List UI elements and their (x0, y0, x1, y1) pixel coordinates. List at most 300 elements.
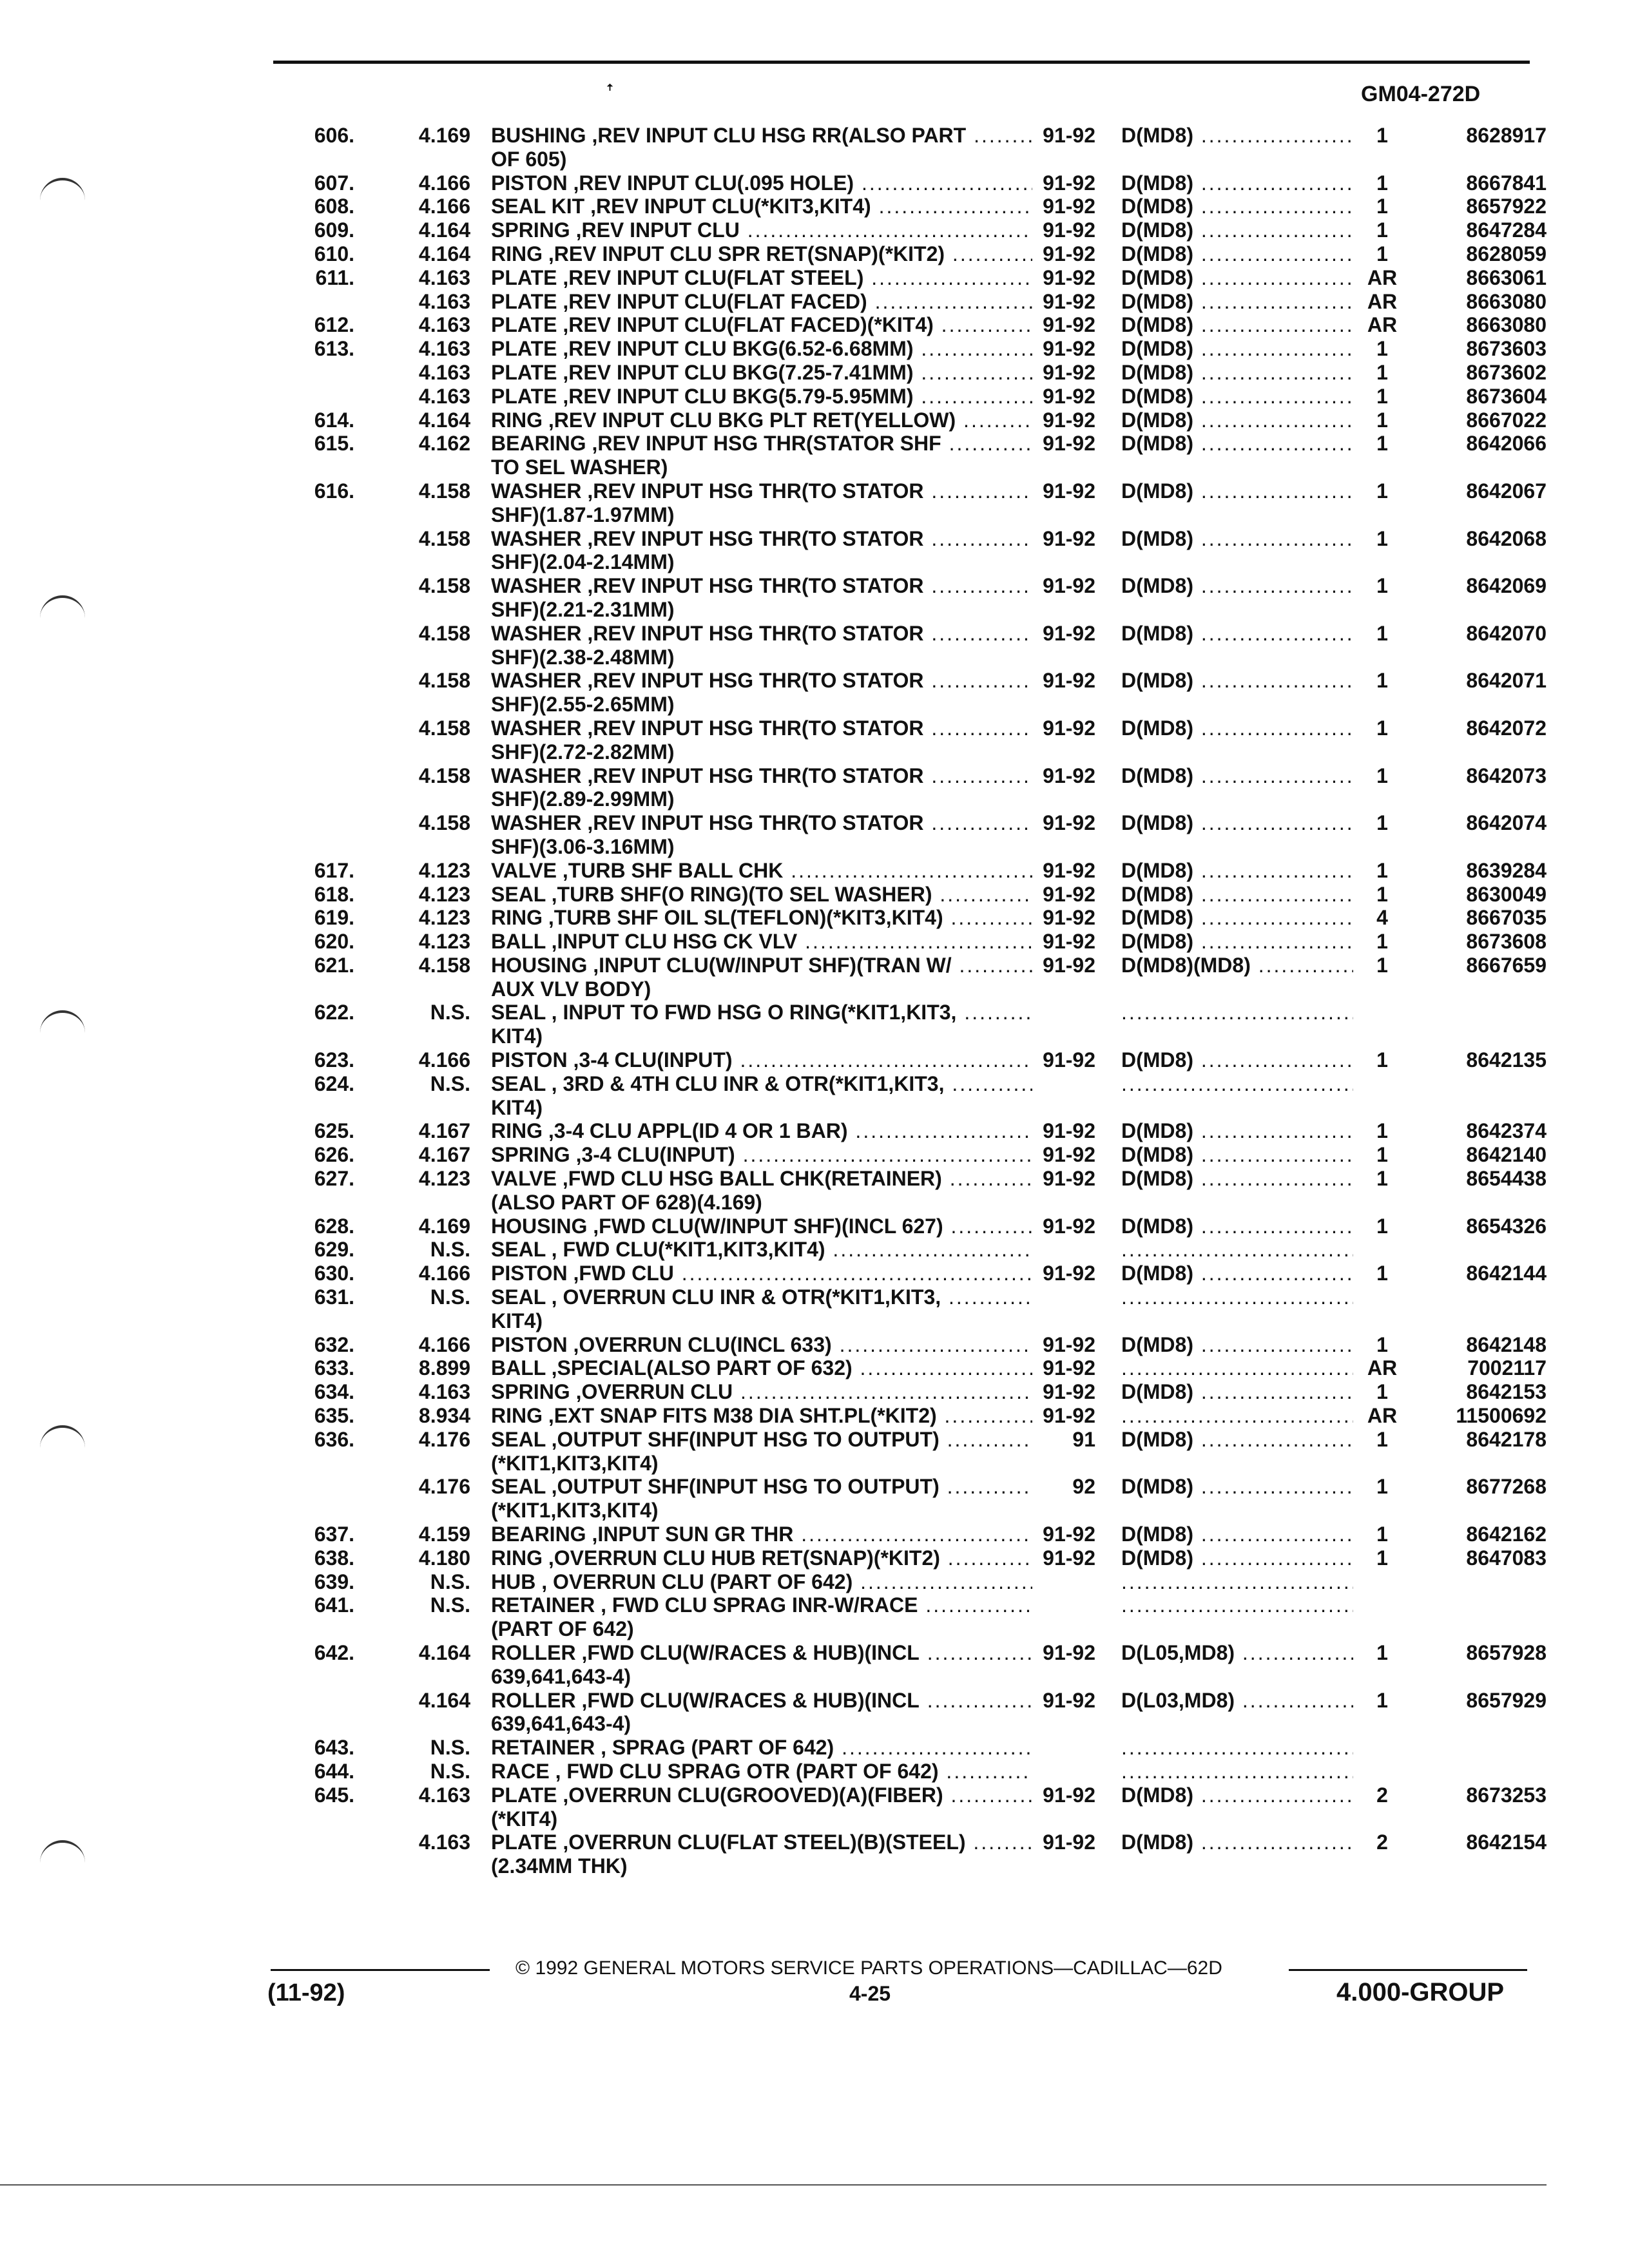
table-row (284, 1119, 1547, 1143)
top-rule (273, 61, 1530, 64)
part-description: SEAL ,OUTPUT SHF(INPUT HSG TO OUTPUT) ..... (491, 1475, 1032, 1499)
part-number: 8642148 (1466, 1332, 1547, 1356)
group-number: 4.163 (418, 384, 470, 408)
part-number: 8667841 (1466, 171, 1547, 195)
item-number: 609. (314, 218, 354, 242)
quantity: 1 (1376, 1262, 1388, 1285)
application-code: D(MD8) ..... (1121, 385, 1353, 408)
item-number: 634. (314, 1380, 354, 1404)
quantity: 4 (1376, 906, 1388, 930)
quantity: 1 (1376, 408, 1388, 432)
table-row (284, 787, 1547, 811)
part-number: 8673603 (1466, 337, 1547, 361)
group-number: 4.176 (418, 1475, 470, 1499)
quantity: 1 (1376, 1380, 1388, 1404)
binder-mark (40, 178, 85, 209)
part-number: 8673604 (1466, 384, 1547, 408)
model-year: 91-92 (1043, 1688, 1095, 1712)
binder-mark (40, 1425, 85, 1456)
item-number: 626. (314, 1143, 354, 1167)
group-number: 4.163 (418, 1380, 470, 1404)
part-number: 8647284 (1466, 218, 1547, 242)
table-row (284, 218, 1547, 242)
table-row (284, 361, 1547, 385)
model-year: 92 (1072, 1475, 1095, 1499)
table-row (284, 432, 1547, 456)
item-number: 641. (314, 1593, 354, 1617)
model-year: 91-92 (1043, 1214, 1095, 1238)
table-row (284, 1523, 1547, 1546)
group-number: 4.180 (418, 1546, 470, 1570)
item-number: 635. (314, 1404, 354, 1428)
quantity: 1 (1376, 432, 1388, 456)
part-description: (*KIT4) (491, 1807, 558, 1831)
quantity: 1 (1376, 1119, 1388, 1143)
group-number: 4.158 (418, 621, 470, 645)
part-number: 8642154 (1466, 1831, 1547, 1854)
group-number: N.S. (430, 1238, 470, 1262)
table-row (284, 930, 1547, 954)
item-number: 610. (314, 242, 354, 265)
quantity: 2 (1376, 1783, 1388, 1807)
bottom-rule (0, 2184, 1547, 2186)
part-number: 8642067 (1466, 479, 1547, 503)
model-year: 91-92 (1043, 906, 1095, 930)
table-row (284, 1783, 1547, 1807)
application-code: D(MD8) ..... (1121, 859, 1353, 883)
header-tick-mark: ꜛ (606, 84, 614, 103)
item-number: 615. (314, 432, 354, 456)
table-row (284, 1262, 1547, 1285)
application-code (1121, 1285, 1353, 1309)
model-year: 91-92 (1043, 265, 1095, 289)
part-description: WASHER ,REV INPUT HSG THR(TO STATOR ..... (491, 811, 1032, 835)
group-number: 4.123 (418, 858, 470, 882)
part-description: WASHER ,REV INPUT HSG THR(TO STATOR ..... (491, 622, 1032, 646)
part-number: 8642073 (1466, 764, 1547, 787)
part-description: RING ,REV INPUT CLU SPR RET(SNAP)(*KIT2) ..... (491, 242, 1032, 266)
table-row (284, 1380, 1547, 1404)
table-row (284, 764, 1547, 788)
application-code: D(MD8) ..... (1121, 313, 1353, 337)
part-description: KIT4) (491, 1309, 543, 1332)
table-row (284, 1831, 1547, 1854)
model-year: 91-92 (1043, 669, 1095, 693)
application-code: D(MD8) ..... (1121, 574, 1353, 598)
application-code (1121, 1238, 1353, 1262)
group-number: 4.123 (418, 930, 470, 954)
group-number: 4.169 (418, 1214, 470, 1238)
application-code: D(MD8) ..... (1121, 1333, 1353, 1357)
model-year: 91-92 (1043, 716, 1095, 740)
table-row (284, 456, 1547, 479)
part-description: RING ,REV INPUT CLU BKG PLT RET(YELLOW) ..... (491, 408, 1032, 432)
group-number: 4.163 (418, 265, 470, 289)
quantity: AR (1367, 1404, 1398, 1428)
table-row (284, 1570, 1547, 1594)
application-code: D(MD8) ..... (1121, 290, 1353, 314)
application-code: D(MD8) ..... (1121, 1380, 1353, 1404)
table-row (284, 1167, 1547, 1191)
group-number: 4.163 (418, 313, 470, 337)
item-number: 637. (314, 1523, 354, 1546)
model-year: 91-92 (1043, 526, 1095, 550)
application-code: D(MD8) ..... (1121, 716, 1353, 740)
application-code: D(MD8) ..... (1121, 361, 1353, 385)
part-description: RETAINER , SPRAG (PART OF 642) ..... (491, 1736, 1032, 1760)
application-code (1121, 1760, 1353, 1783)
model-year: 91-92 (1043, 479, 1095, 503)
application-code: D(MD8) ..... (1121, 171, 1353, 195)
table-row (284, 1807, 1547, 1831)
binder-mark (40, 1840, 85, 1871)
part-description: RING ,EXT SNAP FITS M38 DIA SHT.PL(*KIT2) ..... (491, 1404, 1032, 1428)
quantity: 1 (1376, 882, 1388, 906)
part-description: SHF)(2.72-2.82MM) (491, 740, 675, 764)
item-number: 623. (314, 1048, 354, 1072)
application-code: D(MD8) ..... (1121, 266, 1353, 290)
part-number: 11500692 (1456, 1404, 1547, 1428)
table-row (284, 598, 1547, 622)
part-number: 8639284 (1466, 858, 1547, 882)
group-number: 4.167 (418, 1119, 470, 1143)
group-number: N.S. (430, 1285, 470, 1309)
application-code: D(MD8) ..... (1121, 883, 1353, 907)
item-number: 638. (314, 1546, 354, 1570)
part-number: 8663061 (1466, 265, 1547, 289)
binder-mark (40, 595, 85, 626)
part-number: 8642068 (1466, 526, 1547, 550)
model-year: 91-92 (1043, 1167, 1095, 1191)
quantity: AR (1367, 289, 1398, 313)
part-description: SHF)(2.21-2.31MM) (491, 597, 675, 621)
part-number: 8654438 (1466, 1167, 1547, 1191)
quantity: 1 (1376, 171, 1388, 195)
model-year: 91-92 (1043, 882, 1095, 906)
application-code (1121, 1404, 1353, 1428)
application-code: D(MD8) ..... (1121, 218, 1353, 242)
application-code: D(MD8) ..... (1121, 124, 1353, 148)
application-code: D(MD8) ..... (1121, 1831, 1353, 1854)
part-description: PLATE ,REV INPUT CLU BKG(7.25-7.41MM) ..... (491, 361, 1032, 385)
part-description: WASHER ,REV INPUT HSG THR(TO STATOR ..... (491, 669, 1032, 693)
table-row (284, 906, 1547, 930)
part-number: 8673253 (1466, 1783, 1547, 1807)
table-row (284, 1689, 1547, 1713)
part-number: 8642072 (1466, 716, 1547, 740)
application-code: D(MD8) ..... (1121, 432, 1353, 456)
part-description: PLATE ,REV INPUT CLU BKG(6.52-6.68MM) ..... (491, 337, 1032, 361)
quantity: 1 (1376, 764, 1388, 787)
quantity: 1 (1376, 1332, 1388, 1356)
table-row (284, 1452, 1547, 1475)
group-number: 4.158 (418, 479, 470, 503)
table-row (284, 1333, 1547, 1357)
model-year: 91 (1072, 1427, 1095, 1451)
quantity: 1 (1376, 479, 1388, 503)
part-description: SHF)(2.89-2.99MM) (491, 787, 675, 811)
model-year: 91-92 (1043, 313, 1095, 337)
part-description: (*KIT1,KIT3,KIT4) (491, 1499, 659, 1523)
model-year: 91-92 (1043, 384, 1095, 408)
table-row (284, 622, 1547, 646)
table-row (284, 1499, 1547, 1523)
group-number: N.S. (430, 1736, 470, 1760)
group-number: 4.163 (418, 1831, 470, 1854)
group-number: N.S. (430, 1759, 470, 1783)
part-description: RING ,3-4 CLU APPL(ID 4 OR 1 BAR) ..... (491, 1119, 1032, 1143)
table-row (284, 479, 1547, 503)
part-number: 8630049 (1466, 882, 1547, 906)
part-description: BUSHING ,REV INPUT CLU HSG RR(ALSO PART ..... (491, 124, 1032, 148)
part-description: WASHER ,REV INPUT HSG THR(TO STATOR ..... (491, 574, 1032, 598)
part-description: 639,641,643-4) (491, 1664, 631, 1688)
table-row (284, 1475, 1547, 1499)
footer-date: (11-92) (267, 1979, 345, 2006)
model-year: 91-92 (1043, 1546, 1095, 1570)
table-row (284, 1760, 1547, 1783)
table-row (284, 1238, 1547, 1262)
application-code: D(MD8) ..... (1121, 408, 1353, 432)
part-description: SPRING ,OVERRUN CLU ..... (491, 1380, 1032, 1404)
application-code: D(MD8) ..... (1121, 1546, 1353, 1570)
group-number: 4.164 (418, 218, 470, 242)
part-description: PLATE ,REV INPUT CLU(FLAT FACED) ..... (491, 290, 1032, 314)
table-row (284, 740, 1547, 764)
group-number: 8.899 (418, 1356, 470, 1380)
quantity: 1 (1376, 195, 1388, 218)
model-year: 91-92 (1043, 1048, 1095, 1072)
group-number: 4.158 (418, 764, 470, 787)
table-row (284, 1854, 1547, 1878)
part-number: 8628917 (1466, 124, 1547, 147)
part-number: 8677268 (1466, 1475, 1547, 1499)
application-code (1121, 1001, 1353, 1024)
group-number: 4.163 (418, 289, 470, 313)
quantity: 1 (1376, 621, 1388, 645)
parts-table (284, 124, 1547, 1878)
part-number: 8663080 (1466, 289, 1547, 313)
group-number: 4.164 (418, 408, 470, 432)
model-year: 91-92 (1043, 764, 1095, 787)
part-number: 8642135 (1466, 1048, 1547, 1072)
table-row (284, 1024, 1547, 1048)
group-number: 4.158 (418, 669, 470, 693)
quantity: 1 (1376, 1688, 1388, 1712)
part-description: 639,641,643-4) (491, 1712, 631, 1736)
group-number: 4.123 (418, 906, 470, 930)
application-code: D(MD8)(MD8) ..... (1121, 954, 1353, 977)
group-number: N.S. (430, 1001, 470, 1024)
part-number: 8654326 (1466, 1214, 1547, 1238)
application-code: D(MD8) ..... (1121, 1783, 1353, 1807)
application-code (1121, 1570, 1353, 1594)
part-number: 8628059 (1466, 242, 1547, 265)
table-row (284, 1356, 1547, 1380)
application-code: D(MD8) ..... (1121, 1475, 1353, 1499)
part-number: 8642162 (1466, 1523, 1547, 1546)
application-code (1121, 1736, 1353, 1760)
application-code: D(MD8) ..... (1121, 337, 1353, 361)
part-description: HOUSING ,FWD CLU(W/INPUT SHF)(INCL 627) ..... (491, 1215, 1032, 1238)
table-row (284, 977, 1547, 1001)
table-row (284, 337, 1547, 361)
model-year: 91-92 (1043, 621, 1095, 645)
table-row (284, 1096, 1547, 1120)
quantity: AR (1367, 313, 1398, 337)
application-code: D(MD8) ..... (1121, 930, 1353, 954)
item-number: 618. (314, 882, 354, 906)
model-year: 91-92 (1043, 171, 1095, 195)
item-number: 620. (314, 930, 354, 954)
application-code: D(MD8) ..... (1121, 811, 1353, 835)
part-number: 8673608 (1466, 930, 1547, 954)
model-year: 91-92 (1043, 432, 1095, 456)
application-code: D(MD8) ..... (1121, 764, 1353, 788)
application-code: D(MD8) ..... (1121, 669, 1353, 693)
table-row (284, 1712, 1547, 1736)
model-year: 91-92 (1043, 811, 1095, 835)
application-code (1121, 1356, 1353, 1380)
part-description: KIT4) (491, 1095, 543, 1119)
table-row (284, 1285, 1547, 1309)
part-description: VALVE ,TURB SHF BALL CHK ..... (491, 859, 1032, 883)
model-year: 91-92 (1043, 124, 1095, 147)
group-number: 4.164 (418, 242, 470, 265)
table-row (284, 883, 1547, 907)
part-description: KIT4) (491, 1024, 543, 1048)
item-number: 606. (314, 124, 354, 147)
item-number: 613. (314, 337, 354, 361)
table-row (284, 124, 1547, 148)
application-code: D(MD8) ..... (1121, 1523, 1353, 1546)
footer-copyright: © 1992 GENERAL MOTORS SERVICE PARTS OPERATIONS—CADILLAC—62D (516, 1957, 1222, 1979)
table-row (284, 811, 1547, 835)
application-code: D(MD8) ..... (1121, 242, 1353, 266)
model-year: 91-92 (1043, 953, 1095, 977)
table-row (284, 1428, 1547, 1452)
part-number: 8642178 (1466, 1427, 1547, 1451)
part-description: RING ,OVERRUN CLU HUB RET(SNAP)(*KIT2) ..... (491, 1546, 1032, 1570)
item-number: 619. (314, 906, 354, 930)
quantity: 1 (1376, 242, 1388, 265)
quantity: 1 (1376, 716, 1388, 740)
item-number: 644. (314, 1759, 354, 1783)
part-description: SEAL , OVERRUN CLU INR & OTR(*KIT1,KIT3, ..... (491, 1285, 1032, 1309)
group-number: 4.167 (418, 1143, 470, 1167)
model-year: 91-92 (1043, 360, 1095, 384)
part-description: VALVE ,FWD CLU HSG BALL CHK(RETAINER) ..... (491, 1167, 1032, 1191)
part-number: 8657929 (1466, 1688, 1547, 1712)
application-code: D(MD8) ..... (1121, 1428, 1353, 1452)
item-number: 614. (314, 408, 354, 432)
application-code: D(MD8) ..... (1121, 195, 1353, 218)
quantity: 1 (1376, 1167, 1388, 1191)
model-year: 91-92 (1043, 1404, 1095, 1428)
part-description: PLATE ,REV INPUT CLU(FLAT FACED)(*KIT4) ..... (491, 313, 1032, 337)
part-description: BALL ,SPECIAL(ALSO PART OF 632) ..... (491, 1356, 1032, 1380)
group-number: 4.158 (418, 716, 470, 740)
table-row (284, 1641, 1547, 1665)
application-code: D(MD8) ..... (1121, 1167, 1353, 1191)
item-number: 629. (314, 1238, 354, 1262)
table-row (284, 835, 1547, 859)
part-description: AUX VLV BODY) (491, 977, 651, 1001)
model-year: 91-92 (1043, 1783, 1095, 1807)
item-number: 628. (314, 1214, 354, 1238)
quantity: 1 (1376, 526, 1388, 550)
part-description: (ALSO PART OF 628)(4.169) (491, 1190, 762, 1214)
part-description: SEAL KIT ,REV INPUT CLU(*KIT3,KIT4) ..... (491, 195, 1032, 218)
group-number: 4.158 (418, 574, 470, 598)
group-number: 4.166 (418, 195, 470, 218)
part-description: BEARING ,INPUT SUN GR THR ..... (491, 1523, 1032, 1546)
model-year: 91-92 (1043, 408, 1095, 432)
group-number: 4.163 (418, 337, 470, 361)
part-description: SEAL , FWD CLU(*KIT1,KIT3,KIT4) ..... (491, 1238, 1032, 1262)
part-number: 7002117 (1467, 1356, 1547, 1380)
group-number: 4.169 (418, 124, 470, 147)
footer-page-number: 4-25 (849, 1982, 891, 2005)
table-row (284, 408, 1547, 432)
item-number: 636. (314, 1427, 354, 1451)
quantity: AR (1367, 265, 1398, 289)
application-code: D(MD8) ..... (1121, 1215, 1353, 1238)
table-row (284, 503, 1547, 527)
quantity: 1 (1376, 930, 1388, 954)
item-number: 621. (314, 953, 354, 977)
part-description: OF 605) (491, 147, 567, 171)
table-row (284, 954, 1547, 977)
table-row (284, 1215, 1547, 1238)
item-number: 607. (314, 171, 354, 195)
table-row (284, 148, 1547, 171)
application-code: D(MD8) ..... (1121, 622, 1353, 646)
part-description: SPRING ,REV INPUT CLU ..... (491, 218, 1032, 242)
part-description: (PART OF 642) (491, 1617, 634, 1641)
quantity: 1 (1376, 1048, 1388, 1072)
application-code: D(L05,MD8) ..... (1121, 1641, 1353, 1665)
part-description: PLATE ,REV INPUT CLU BKG(5.79-5.95MM) ..... (491, 385, 1032, 408)
quantity: AR (1367, 1356, 1398, 1380)
item-number: 645. (314, 1783, 354, 1807)
quantity: 1 (1376, 1475, 1388, 1499)
part-number: 8642153 (1466, 1380, 1547, 1404)
part-description: SHF)(2.38-2.48MM) (491, 645, 675, 669)
part-description: WASHER ,REV INPUT HSG THR(TO STATOR ..... (491, 479, 1032, 503)
part-description: PLATE ,REV INPUT CLU(FLAT STEEL) ..... (491, 266, 1032, 290)
part-description: PISTON ,OVERRUN CLU(INCL 633) ..... (491, 1333, 1032, 1357)
part-description: (2.34MM THK) (491, 1854, 628, 1878)
part-description: TO SEL WASHER) (491, 456, 668, 479)
item-number: 639. (314, 1570, 354, 1593)
group-number: 4.163 (418, 1783, 470, 1807)
table-row (284, 550, 1547, 574)
item-number: 611. (315, 265, 354, 289)
part-description: HOUSING ,INPUT CLU(W/INPUT SHF)(TRAN W/ ..... (491, 954, 1032, 977)
footer-group: 4.000-GROUP (1336, 1978, 1505, 2006)
quantity: 2 (1376, 1831, 1388, 1854)
quantity: 1 (1376, 858, 1388, 882)
part-number: 8673602 (1466, 360, 1547, 384)
quantity: 1 (1376, 218, 1388, 242)
quantity: 1 (1376, 384, 1388, 408)
item-number: 643. (314, 1736, 354, 1760)
model-year: 91-92 (1043, 1143, 1095, 1167)
table-row (284, 171, 1547, 195)
item-number: 622. (314, 1001, 354, 1024)
quantity: 1 (1376, 1143, 1388, 1167)
